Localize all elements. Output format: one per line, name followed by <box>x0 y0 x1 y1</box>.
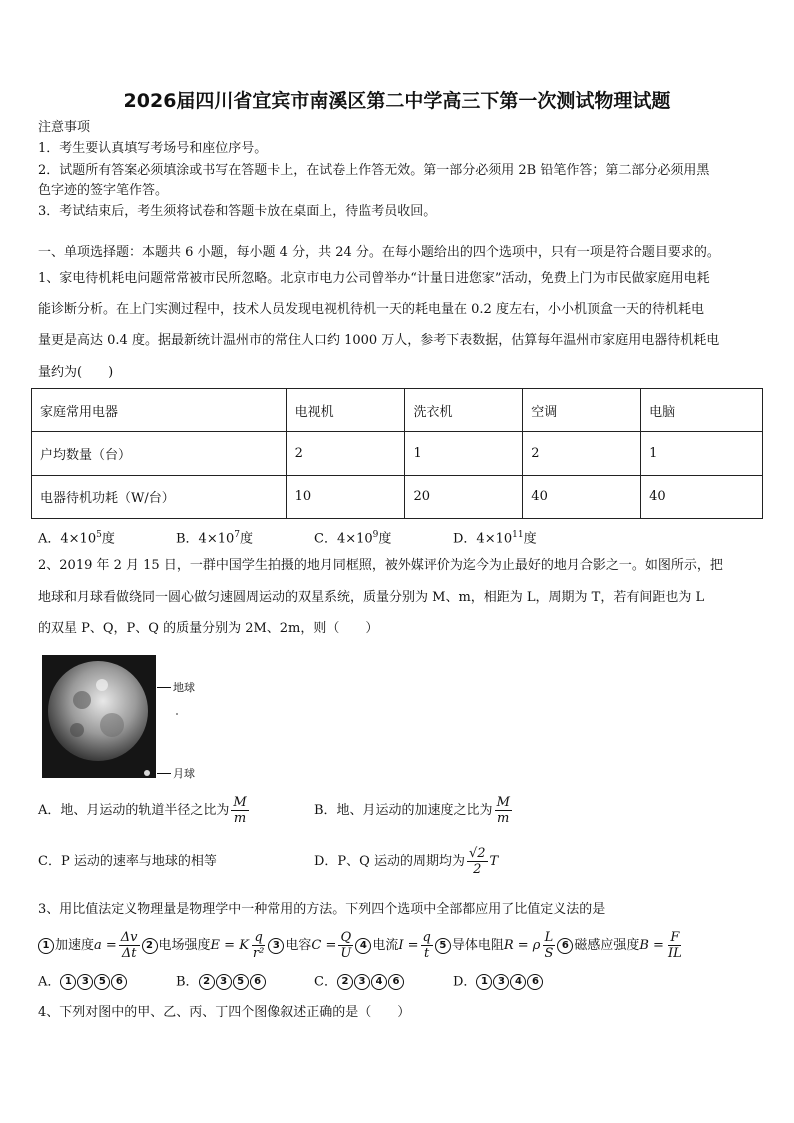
table-cell: 10 <box>286 475 405 518</box>
q2-line-2: 地球和月球看做绕同一圆心做匀速圆周运动的双星系统，质量分别为 M、m，相距为 L，周期为 T，若有间距也为 L <box>38 590 705 605</box>
earth-label: 地球 <box>173 681 195 694</box>
page-title: 2026届四川省宜宾市南溪区第二中学高三下第一次测试物理试题 <box>123 90 671 112</box>
table-cell: 户均数量（台） <box>32 432 287 475</box>
q2-line-3: 的双星 P、Q，P、Q 的质量分别为 2M、2m，则（ ） <box>38 621 379 636</box>
table-header-cell: 家庭常用电器 <box>32 389 287 432</box>
table-cell: 电器待机功耗（W/台） <box>32 475 287 518</box>
photo-dot <box>176 713 178 715</box>
section-heading: 一、单项选择题：本题共 6 小题，每小题 4 分，共 24 分。在每小题给出的四个选项中，只有一项是符合题目要求的。 <box>38 245 720 260</box>
q3-definitions: 1 加速度 a = $\frac{\Delta v}{\Delta t}$ 2 电场强度 E = K $\frac{q}{\text{r²}}$ 3 电容 C = $\frac{Q}{U}$ 4 电流 I = $\frac{q}{t}$ 5 导体电阻 R = ρ $\frac{L}{S}$ 6 磁感应强度 B = $\frac{F}{IL}$ <box>38 930 686 961</box>
q1-line-4: 量约为( ) <box>38 365 114 380</box>
q1-line-2: 能诊断分析。在上门实测过程中，技术人员发现电视机待机一天的耗电量在 0.2 度左右，小小机顶盒一天的待机耗电 <box>38 302 704 317</box>
table-cell: 20 <box>405 475 523 518</box>
table-header-cell: 空调 <box>523 389 641 432</box>
moon-pointer <box>157 773 171 774</box>
table-cell: 1 <box>405 432 523 475</box>
q2-line-1: 2、2019 年 2 月 15 日，一群中国学生拍摄的地月同框照，被外媒评价为迄今为止最好的地月合影之一。如图所示，把 <box>38 558 723 573</box>
q3-option-d: D． 1 3 4 6 <box>453 974 544 991</box>
q1-option-a: A．$4\times 10^5$度 <box>38 530 115 547</box>
earth-pointer <box>157 687 171 688</box>
q3-option-b: B． 2 3 5 6 <box>176 974 267 991</box>
q2-option-c: C．P 运动的速率与地球的相等 <box>38 854 217 869</box>
q1-option-b: B．$4\times 10^7$度 <box>176 530 254 547</box>
table-row <box>32 432 763 475</box>
notice-item-2: 2．试题所有答案必须填涂或书写在答题卡上，在试卷上作答无效。第一部分必须用 2B 铅笔作答；第二部分必须用黑 <box>38 163 710 178</box>
notice-item-2-cont: 色字迹的签字笔作答。 <box>38 183 169 198</box>
table-header-cell: 电脑 <box>641 389 763 432</box>
moon-label: 月球 <box>173 767 195 780</box>
notice-item-3: 3．考试结束后，考生须将试卷和答题卡放在桌面上，待监考员收回。 <box>38 204 437 219</box>
table-cell: 2 <box>523 432 641 475</box>
q2-option-a: A．地、月运动的轨道半径之比为 $\frac{M}{m}$ <box>38 795 247 826</box>
table-cell: 1 <box>641 432 763 475</box>
q3-stem: 3、用比值法定义物理量是物理学中一种常用的方法。下列四个选项中全部都应用了比值定义法的是 <box>38 902 606 917</box>
q1-option-c: C．$4\times 10^9$度 <box>314 530 392 547</box>
moon-dot <box>144 770 150 776</box>
q2-option-b: B．地、月运动的加速度之比为 $\frac{M}{m}$ <box>314 795 510 826</box>
table-row <box>32 475 763 518</box>
earth-disc <box>48 661 148 761</box>
table-header-cell: 洗衣机 <box>405 389 523 432</box>
table-header-row <box>32 389 763 432</box>
q4-stem: 4、下列对图中的甲、乙、丙、丁四个图像叙述正确的是（ ） <box>38 1005 411 1020</box>
q1-line-1: 1、家电待机耗电问题常常被市民所忽略。北京市电力公司曾举办“计量日进您家”活动，免费上门为市民做家庭用电耗 <box>38 271 710 286</box>
table-header-cell: 电视机 <box>286 389 405 432</box>
table-cell: 2 <box>286 432 405 475</box>
notice-heading: 注意事项 <box>38 120 91 135</box>
notice-item-1: 1．考生要认真填写考场号和座位序号。 <box>38 141 268 156</box>
q1-option-d: D．$4\times 10^{11}$度 <box>453 530 537 547</box>
q1-data-table <box>31 388 763 519</box>
q3-option-c: C． 2 3 4 6 <box>314 974 405 991</box>
q3-option-a: A． 1 3 5 6 <box>38 974 128 991</box>
table-cell: 40 <box>641 475 763 518</box>
earth-moon-photo <box>42 655 156 778</box>
table-cell: 40 <box>523 475 641 518</box>
q1-line-3: 量更是高达 0.4 度。据最新统计温州市的常住人口约 1000 万人，参考下表数据，估算每年温州市家庭用电器待机耗电 <box>38 333 720 348</box>
q2-option-d: D．P、Q 运动的周期均为 $\frac{√2}{2}$ T <box>314 846 499 877</box>
